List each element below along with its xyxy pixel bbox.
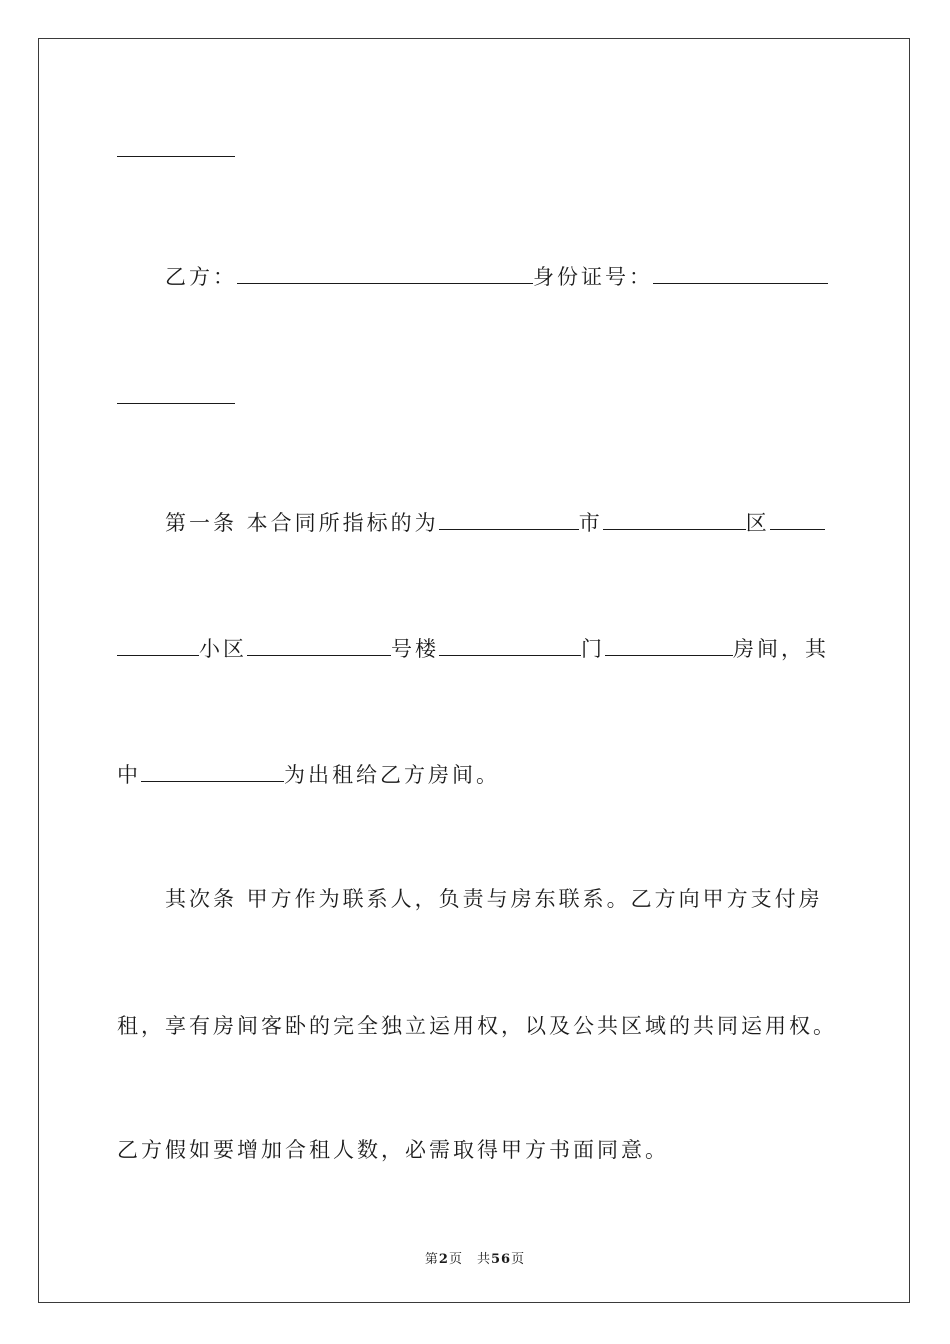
city-label: 市 [578,511,603,535]
city-field[interactable] [439,509,579,530]
footer-total-number: 56 [490,1252,512,1267]
unit-label: 门 [581,637,605,661]
article-1-line-2 [117,634,829,664]
community-field-start[interactable] [770,509,825,530]
article-2-text-1: 其次条 甲方作为联系人，负责与房东联系。乙方向甲方支付房 [165,887,823,911]
article-1-suffix: 为出租给乙方房间。 [284,763,500,787]
footer-total-prefix: 共 [476,1252,491,1267]
footer-page-number: 2 [438,1252,449,1267]
blank-field[interactable] [117,136,235,157]
room-field[interactable] [605,635,733,656]
article-1-line-1 [165,508,825,538]
page-footer [0,1248,950,1267]
community-label: 小区 [199,637,247,661]
party-b-line [165,262,828,292]
party-b-name-field[interactable] [237,263,533,284]
article-2-text-2: 租，享有房间客卧的完全独立运用权，以及公共区域的共同运用权。 [117,1014,837,1038]
blank-line-continuation-2 [117,382,235,412]
article-2-text-3: 乙方假如要增加合租人数，必需取得甲方书面同意。 [117,1138,669,1162]
district-label: 区 [745,511,770,535]
id-number-label: 身份证号： [533,265,653,289]
party-b-label: 乙方： [165,265,237,289]
article-2-line-3 [117,1135,669,1165]
article-1-line-3 [117,760,500,790]
blank-line-continuation-1 [117,135,235,165]
rented-room-field[interactable] [141,761,284,782]
unit-field[interactable] [439,635,581,656]
page-frame [38,38,910,1303]
footer-page-suffix: 页 [448,1252,463,1267]
article-1-prefix: 第一条 本合同所指标的为 [165,511,439,535]
building-field[interactable] [247,635,391,656]
community-field-end[interactable] [117,635,199,656]
article-2-line-2 [117,1011,837,1041]
article-2-line-1 [165,884,823,914]
id-number-field[interactable] [653,263,828,284]
building-label: 号楼 [391,637,439,661]
blank-field[interactable] [117,383,235,404]
room-label: 房间，其 [733,637,829,661]
article-1-zhong: 中 [117,763,141,787]
district-field[interactable] [603,509,746,530]
footer-total-suffix: 页 [511,1252,526,1267]
footer-page-prefix: 第 [424,1252,439,1267]
